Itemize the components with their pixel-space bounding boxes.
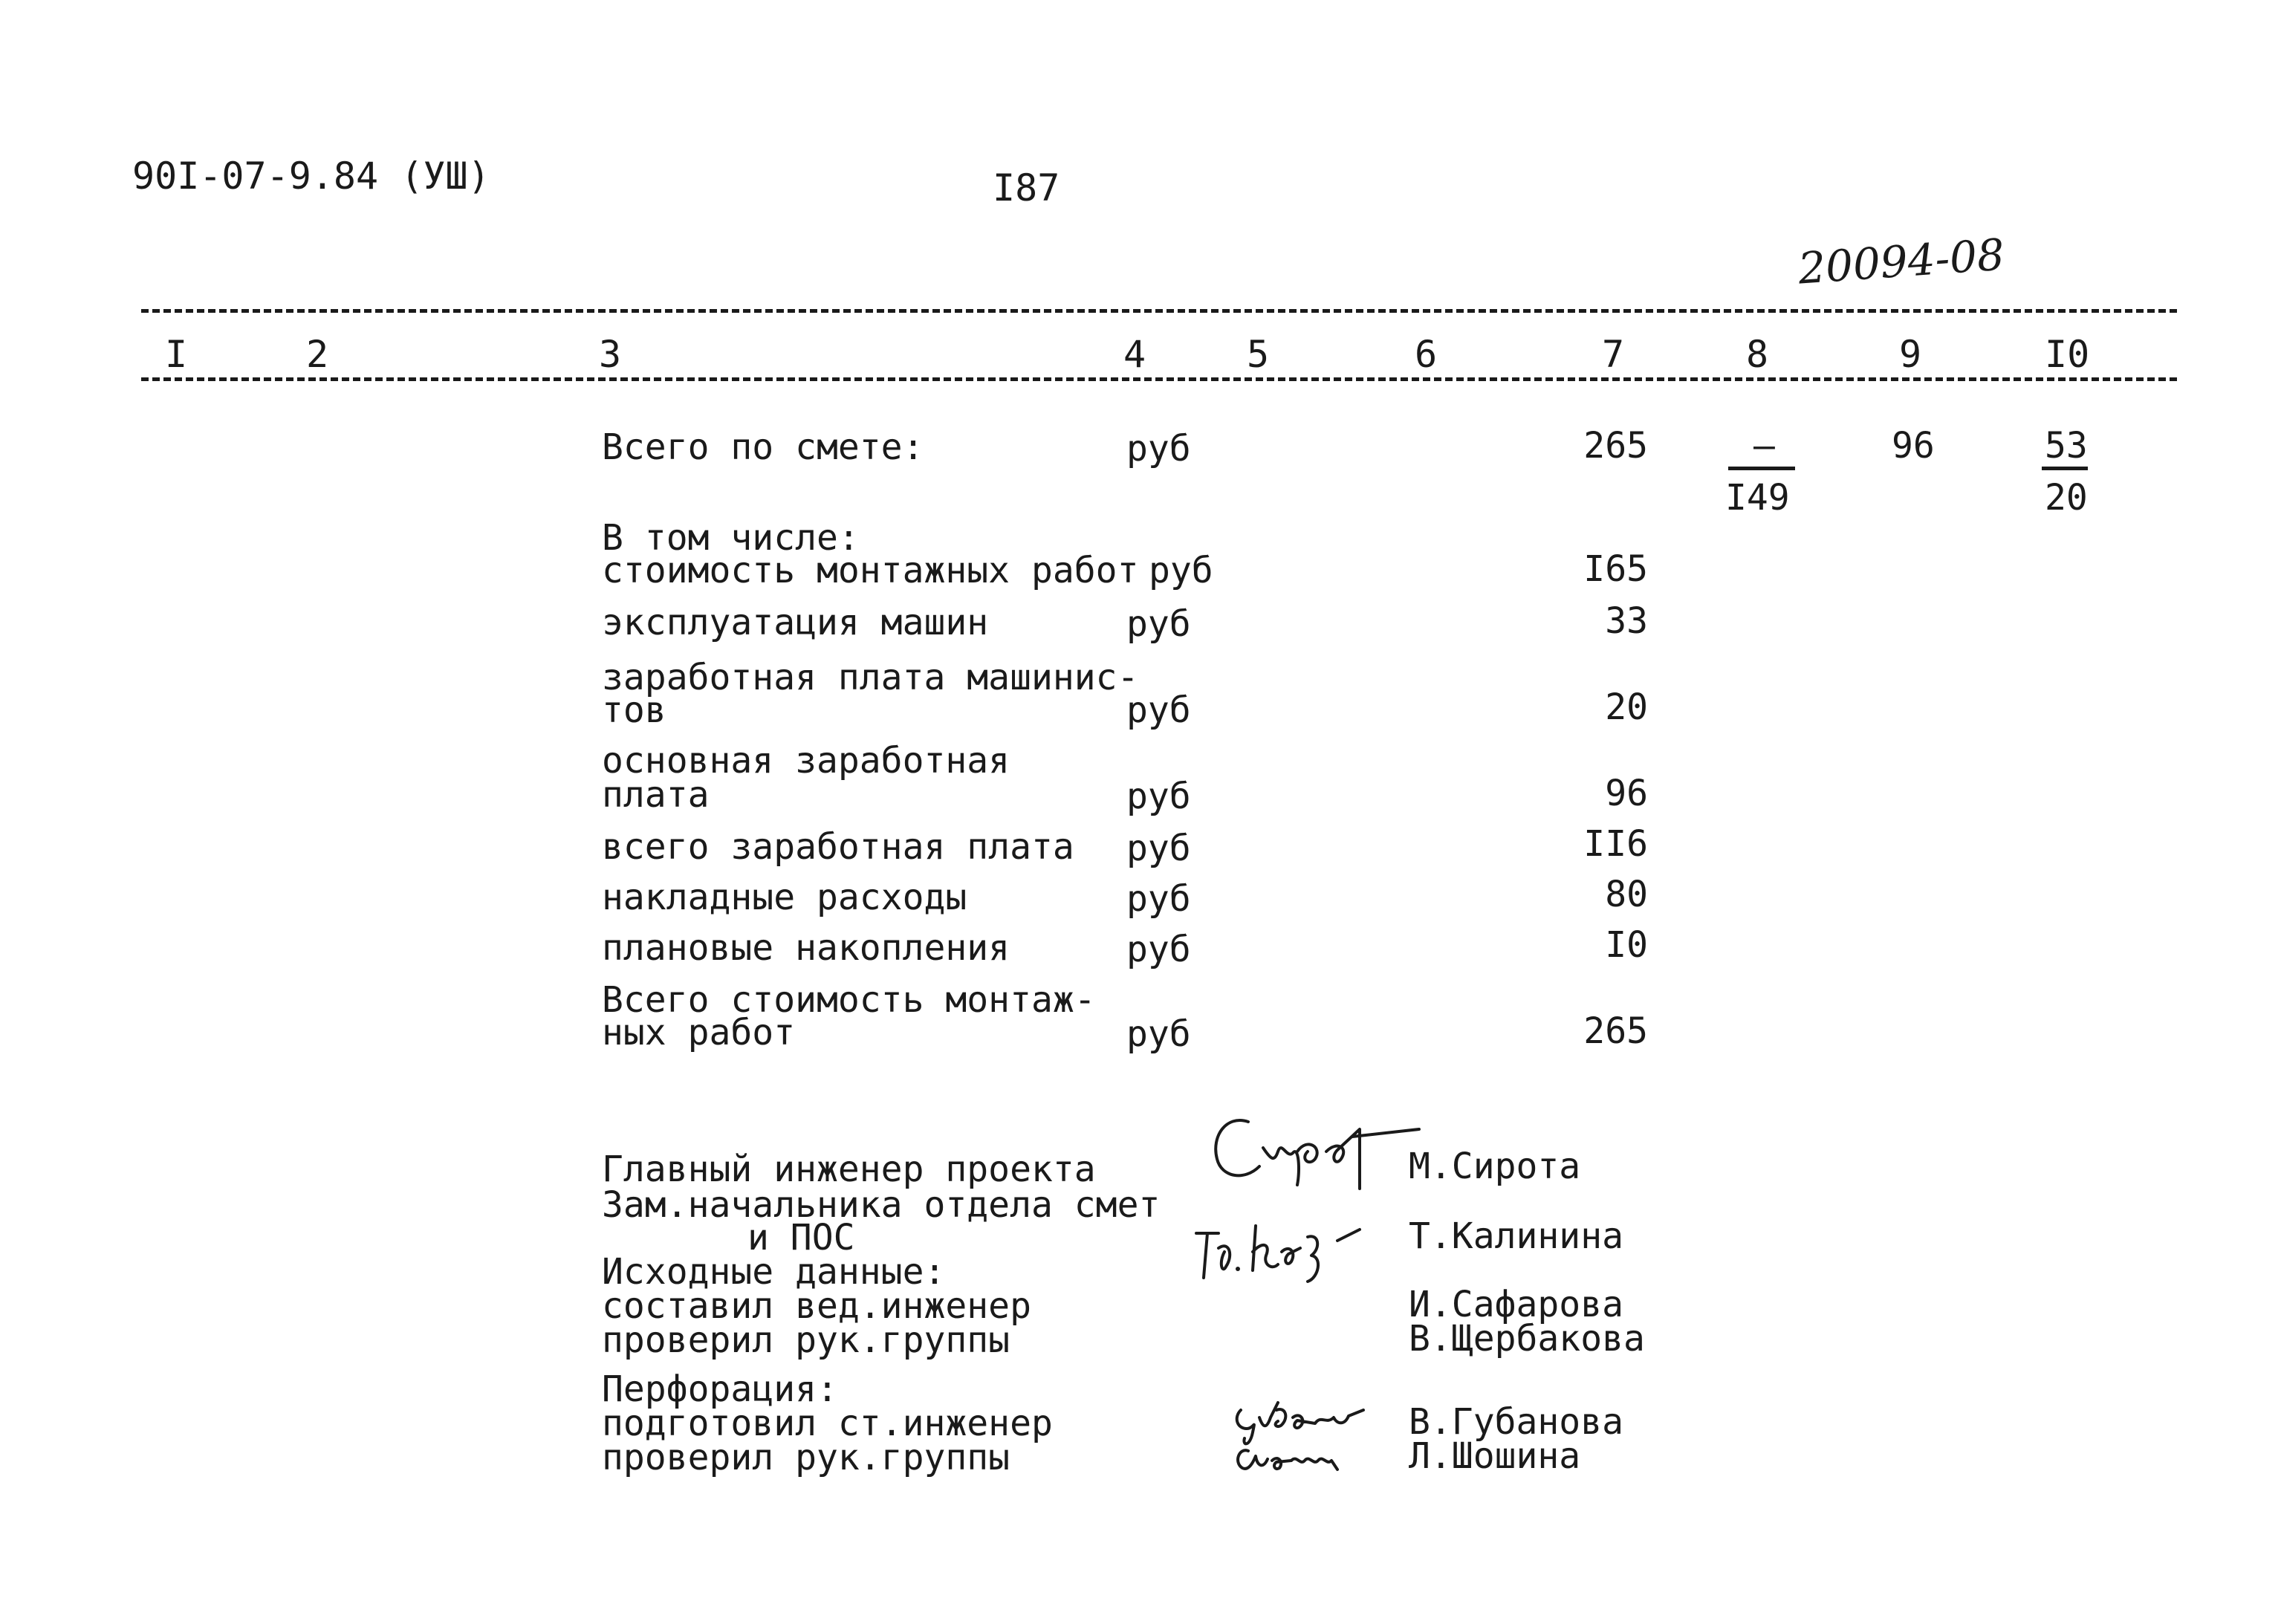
- row-total-estimate-col8-top: –: [1753, 425, 1775, 467]
- row-total-estimate-col7: 265: [1583, 425, 1648, 467]
- row-planned-savings-label: плановые накопления: [602, 927, 1010, 969]
- checked-by-name-2: Л.Шошина: [1409, 1435, 1581, 1477]
- row-basic-wages-label-line2: плата: [602, 774, 710, 816]
- row-total-estimate-col9: 96: [1892, 425, 1935, 467]
- row-total-estimate-col8-bottom: I49: [1725, 477, 1790, 519]
- column-header-4: 4: [1123, 333, 1146, 376]
- prepared-by-name: В.Губанова: [1409, 1401, 1623, 1443]
- row-machinist-wages-label-line2: тов: [602, 689, 666, 731]
- checked-by-title-1: проверил рук.группы: [602, 1319, 1010, 1361]
- table-header-rule: [141, 377, 2177, 381]
- row-planned-savings-unit: руб: [1126, 929, 1191, 970]
- row-machine-operation-unit: руб: [1126, 603, 1191, 645]
- column-header-3: 3: [599, 333, 622, 376]
- row-overhead-unit: руб: [1126, 878, 1191, 920]
- row-machinist-wages-col7: 20: [1605, 686, 1648, 728]
- preparer-and-checker-signatures: [1226, 1395, 1419, 1477]
- compiled-by-name: И.Сафарова: [1409, 1284, 1623, 1325]
- deputy-title-line2: и ПОС: [747, 1217, 855, 1258]
- fraction-bar-col8: [1728, 467, 1795, 470]
- row-machine-operation-col7: 33: [1605, 600, 1648, 642]
- row-installation-cost-unit: руб: [1149, 550, 1213, 591]
- row-overhead-col7: 80: [1605, 874, 1648, 915]
- row-machine-operation-label: эксплуатация машин: [602, 602, 989, 643]
- row-basic-wages-label-line1: основная заработная: [602, 740, 1010, 782]
- prepared-by-title: подготовил ст.инженер: [602, 1403, 1053, 1444]
- row-planned-savings-col7: I0: [1605, 924, 1648, 966]
- column-header-8: 8: [1746, 333, 1769, 376]
- chief-engineer-signature: [1204, 1107, 1427, 1196]
- column-header-5: 5: [1247, 333, 1270, 376]
- handwritten-registration-number: 20094-08: [1796, 229, 2006, 294]
- chief-engineer-title: Главный инженер проекта: [602, 1149, 1096, 1190]
- deputy-title-line1: Зам.начальника отдела смет: [602, 1184, 1161, 1226]
- row-total-wages-unit: руб: [1126, 828, 1191, 869]
- column-header-1: I: [165, 333, 188, 376]
- deputy-name: Т.Калинина: [1409, 1215, 1623, 1257]
- checked-by-name-1: В.Щербакова: [1409, 1318, 1645, 1360]
- row-machinist-wages-unit: руб: [1126, 689, 1191, 731]
- table-top-rule: [141, 309, 2177, 313]
- chief-engineer-name: М.Сирота: [1409, 1146, 1581, 1187]
- row-machinist-wages-label-line1: заработная плата машинис-: [602, 657, 1139, 698]
- column-header-2: 2: [306, 333, 329, 376]
- column-header-7: 7: [1602, 333, 1625, 376]
- row-total-estimate-col10-top: 53: [2045, 425, 2088, 467]
- row-basic-wages-col7: 96: [1605, 773, 1648, 814]
- row-including-heading: В том числе:: [602, 517, 860, 559]
- row-installation-cost-col7: I65: [1583, 548, 1648, 590]
- row-total-installation-unit: руб: [1126, 1013, 1191, 1055]
- row-total-estimate-col10-bottom: 20: [2045, 477, 2088, 519]
- fraction-bar-col10: [2042, 467, 2088, 470]
- source-data-heading: Исходные данные:: [602, 1251, 946, 1293]
- document-code: 90I-07-9.84 (УШ): [132, 155, 490, 198]
- row-total-installation-col7: 265: [1583, 1010, 1648, 1052]
- column-header-6: 6: [1415, 333, 1438, 376]
- perforation-heading: Перфорация:: [602, 1368, 838, 1410]
- page-number: I87: [993, 166, 1060, 210]
- row-overhead-label: накладные расходы: [602, 877, 967, 918]
- checked-by-title-2: проверил рук.группы: [602, 1437, 1010, 1478]
- row-basic-wages-unit: руб: [1126, 776, 1191, 817]
- row-installation-cost-label: стоимость монтажных работ: [602, 550, 1139, 591]
- row-total-wages-col7: II6: [1583, 823, 1648, 865]
- column-header-9: 9: [1899, 333, 1922, 376]
- row-total-installation-label-line2: ных работ: [602, 1012, 796, 1053]
- deputy-signature: [1189, 1211, 1412, 1293]
- row-total-estimate-label: Всего по смете:: [602, 426, 924, 468]
- compiled-by-title: составил вед.инженер: [602, 1285, 1031, 1327]
- row-total-installation-label-line1: Всего стоимость монтаж-: [602, 979, 1096, 1021]
- row-total-wages-label: всего заработная плата: [602, 826, 1074, 868]
- row-total-estimate-unit: руб: [1126, 428, 1191, 470]
- column-header-10: I0: [2045, 333, 2090, 376]
